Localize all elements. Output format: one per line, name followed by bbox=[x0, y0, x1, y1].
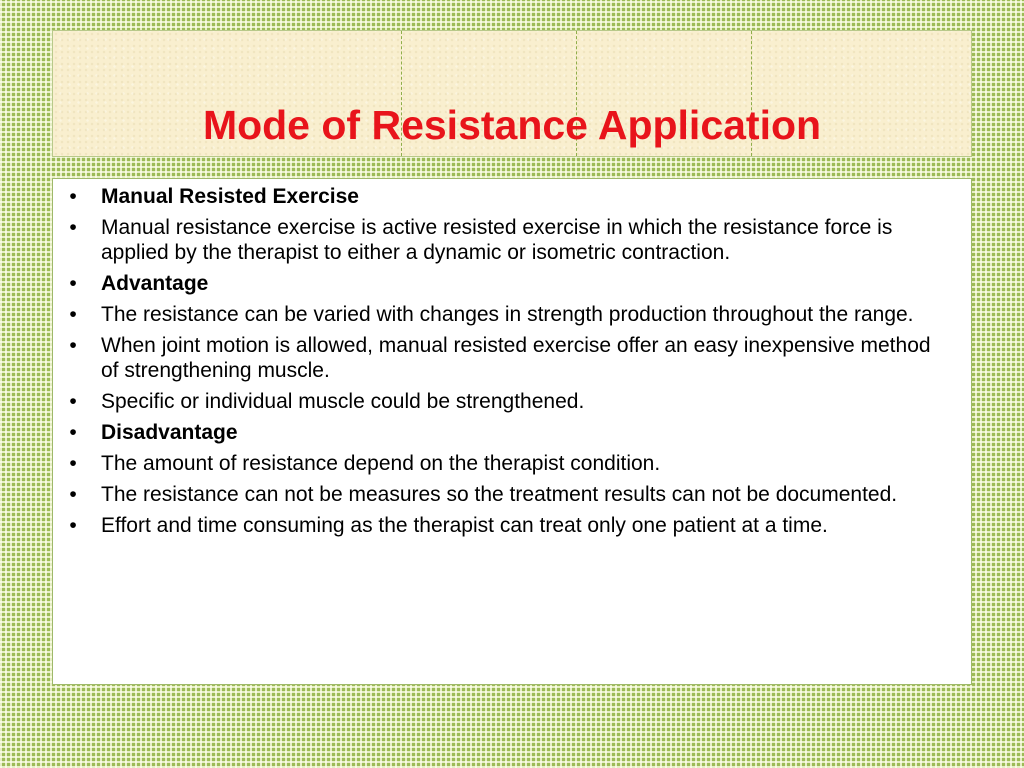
bullet-item bbox=[63, 215, 953, 265]
bullet-text: The resistance can be varied with changes in strength production throughout the range. bbox=[101, 303, 914, 326]
bullet-dot: • bbox=[69, 483, 77, 506]
title-box bbox=[52, 30, 972, 157]
bullet-text: Advantage bbox=[101, 272, 209, 295]
bullet-item bbox=[63, 420, 953, 445]
bullet-item bbox=[63, 271, 953, 296]
bullet-dot: • bbox=[69, 216, 77, 239]
bullet-item bbox=[63, 451, 953, 476]
bullet-item bbox=[63, 513, 953, 538]
bullet-dot: • bbox=[69, 185, 77, 208]
bullet-dot: • bbox=[69, 303, 77, 326]
bullet-item bbox=[63, 389, 953, 414]
bullet-text: Disadvantage bbox=[101, 421, 238, 444]
bullet-dot: • bbox=[69, 514, 77, 537]
bullet-item bbox=[63, 482, 953, 507]
bullet-text: Manual Resisted Exercise bbox=[101, 185, 359, 208]
bullet-text: Effort and time consuming as the therapist can treat only one patient at a time. bbox=[101, 514, 828, 537]
bullet-text: When joint motion is allowed, manual resisted exercise offer an easy inexpensive method of strengthening muscle. bbox=[101, 334, 931, 382]
bullet-dot: • bbox=[69, 334, 77, 357]
bullet-text: The resistance can not be measures so the treatment results can not be documented. bbox=[101, 483, 898, 506]
bullet-item bbox=[63, 184, 953, 209]
bullet-text: The amount of resistance depend on the therapist condition. bbox=[101, 452, 661, 475]
bullet-item bbox=[63, 302, 953, 327]
bullet-dot: • bbox=[69, 272, 77, 295]
slide-title: Mode of Resistance Application bbox=[202, 102, 822, 148]
bullet-dot: • bbox=[69, 452, 77, 475]
bullet-dot: • bbox=[69, 390, 77, 413]
bullet-dot: • bbox=[69, 421, 77, 444]
content-box bbox=[52, 178, 972, 685]
bullet-item bbox=[63, 333, 953, 383]
bullet-text: Manual resistance exercise is active resisted exercise in which the resistance force is applied by the therapist to either a dynamic or isometric contraction. bbox=[101, 216, 893, 264]
bullet-list bbox=[63, 184, 953, 544]
bullet-text: Specific or individual muscle could be strengthened. bbox=[101, 390, 585, 413]
